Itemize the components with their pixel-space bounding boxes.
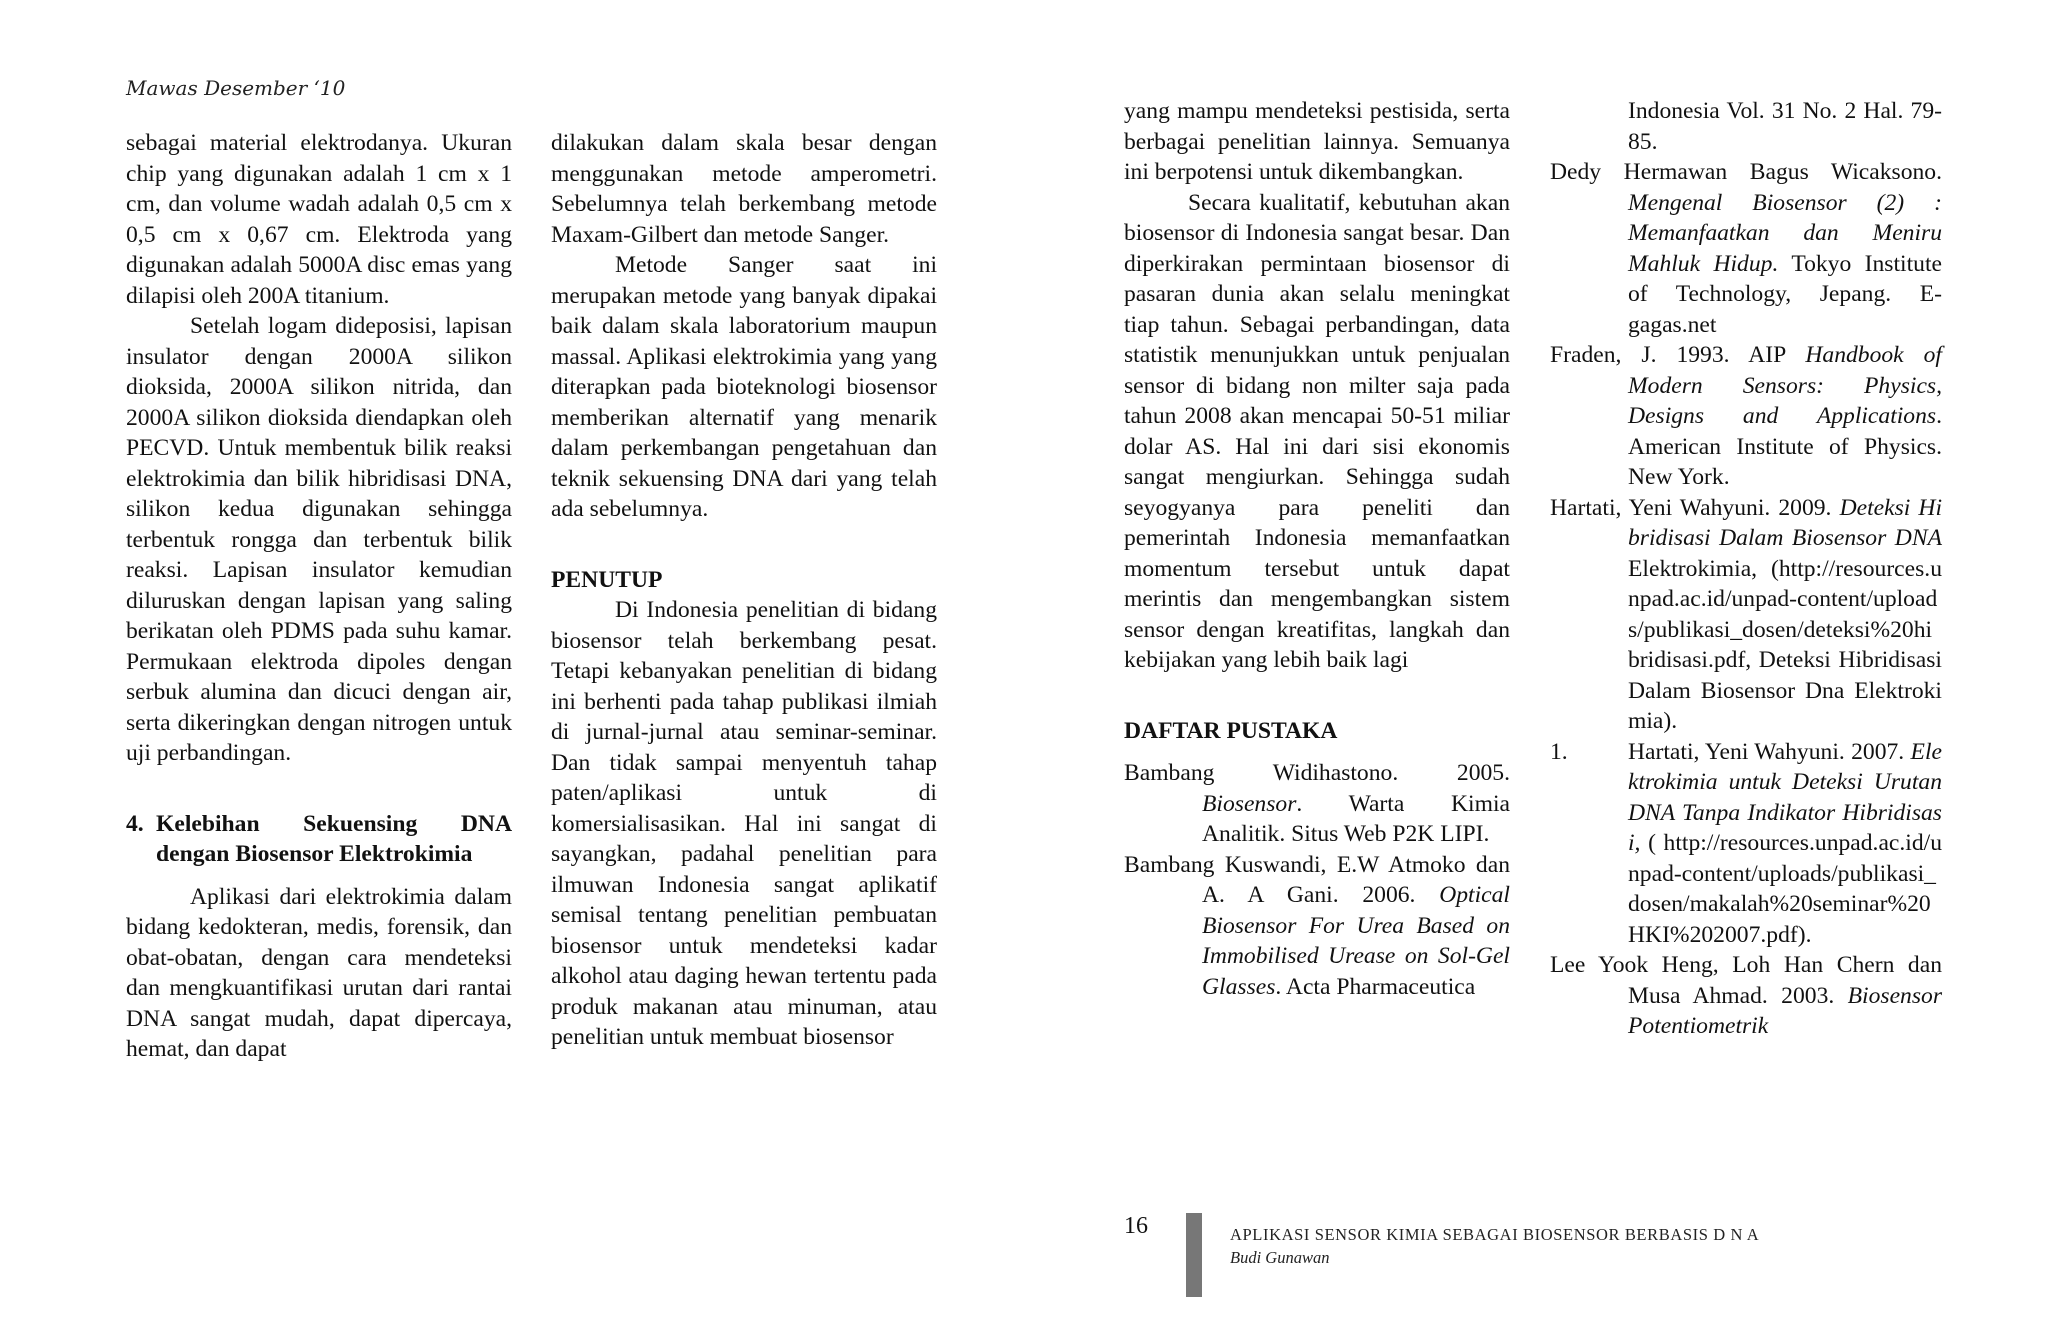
reference-item: Fraden, J. 1993. AIP Handbook of Modern Sensors: Physics, Designs and Applications. American Institute of Physics. New York. <box>1550 342 1942 490</box>
paragraph: dilakukan dalam skala besar dengan menggunakan metode amperometri. Sebelumnya telah berkembang metode Maxam-Gilbert dan metode Sanger. <box>551 130 937 248</box>
reference-item: Lee Yook Heng, Loh Han Chern dan Musa Ahmad. 2003. Biosensor Potentiometrik <box>1550 952 1942 1039</box>
reference-item: Bambang Widihastono. 2005. Biosensor. Warta Kimia Analitik. Situs Web P2K LIPI. <box>1124 760 1510 847</box>
section-heading-daftar-pustaka: DAFTAR PUSTAKA <box>1124 717 1338 744</box>
paragraph: Metode Sanger saat ini merupakan metode yang banyak dipakai baik dalam skala laboratorium maupun massal. Aplikasi elektrokimia yang yang diterapkan pada bioteknologi biosensor memberikan alternatif yang menarik dalam perkembangan pengetahuan dan teknik sekuensing DNA dari yang telah ada sebelumnya. <box>551 252 937 522</box>
footer-divider-bar <box>1186 1213 1202 1297</box>
reference-continuation: Indonesia Vol. 31 No. 2 Hal. 79-85. <box>1628 98 1942 155</box>
paragraph: yang mampu mendeteksi pestisida, serta berbagai penelitian lainnya. Semuanya ini berpotensi untuk dikembangkan. <box>1124 98 1510 185</box>
running-head: Mawas Desember ‘10 <box>126 76 346 100</box>
page-number: 16 <box>1124 1213 1148 1239</box>
footer-article-title: APLIKASI SENSOR KIMIA SEBAGAI BIOSENSOR BERBASIS D N A <box>1230 1225 1760 1244</box>
reference-item: Hartati, Yeni Wahyuni. 2009. Deteksi Hibridisasi Dalam Biosensor DNA Elektrokimia, (http://resources.unpad.ac.id/unpad-content/uploads/publikasi_dosen/deteksi%20hibridisasi.pdf, Deteksi Hibridisasi Dalam Biosensor Dna Elektrokimia). <box>1550 494 1942 734</box>
column-3 <box>1124 96 1510 1002</box>
column-4 <box>1550 96 1942 1042</box>
column-2 <box>551 128 937 1053</box>
section-title: Kelebihan Sekuensing DNA dengan Biosensor Elektrokimia <box>156 810 512 867</box>
reference-item-numbered: 1. Hartati, Yeni Wahyuni. 2007. Elektrokimia untuk Deteksi Urutan DNA Tanpa Indikator Hibridisasi, ( http://resources.unpad.ac.id/unpad-content/uploads/publikasi_dosen/makalah%20seminar%20HKI%202007.pdf). <box>1550 738 1942 948</box>
section-number: 4. <box>126 810 144 837</box>
paragraph: Di Indonesia penelitian di bidang biosensor telah berkembang pesat. Tetapi kebanyakan penelitian di bidang ini berhenti pada tahap publikasi ilmiah di jurnal-jurnal atau seminar-seminar. Dan tidak sampai menyentuh tahap paten/aplikasi untuk di komersialisasikan. Hal ini sangat di sayangkan, padahal penelitian para ilmuwan Indonesia sangat aplikatif semisal tentang penelitian pembuatan biosensor untuk mendeteksi kadar alkohol atau daging hewan tertentu pada produk makanan atau minuman, atau penelitian untuk membuat biosensor <box>551 597 937 1050</box>
reference-item: Bambang Kuswandi, E.W Atmoko dan A. A Gani. 2006. Optical Biosensor For Urea Based on Immobilised Urease on Sol-Gel Glasses. Acta Pharmaceutica <box>1124 851 1510 1000</box>
paragraph: Aplikasi dari elektrokimia dalam bidang kedokteran, medis, forensik, dan obat-obatan, dengan cara mendeteksi dan mengkuantifikasi urutan dari rantai DNA sangat mudah, dapat dipercaya, hemat, dan dapat <box>126 883 512 1062</box>
section-heading <box>126 809 512 870</box>
footer-author: Budi Gunawan <box>1230 1248 1330 1267</box>
paragraph: Setelah logam dideposisi, lapisan insulator dengan 2000A silikon dioksida, 2000A silikon nitrida, dan 2000A silikon dioksida diendapkan oleh PECVD. Untuk membentuk bilik reaksi elektrokimia dan bilik hibridisasi DNA, silikon kedua digunakan sehingga terbentuk rongga dan terbentuk bilik reaksi. Lapisan insulator kemudian diluruskan dengan lapisan yang saling berikatan oleh PDMS pada suhu kamar. Permukaan elektroda dipoles dengan serbuk alumina dan dicuci dengan air, serta dikeringkan dengan nitrogen untuk uji perbandingan. <box>126 313 512 766</box>
paragraph: sebagai material elektrodanya. Ukuran chip yang digunakan adalah 1 cm x 1 cm, dan volume wadah adalah 0,5 cm x 0,5 cm x 0,67 cm. Elektroda yang digunakan adalah 5000A disc emas yang dilapisi oleh 200A titanium. <box>126 130 512 309</box>
reference-item: Dedy Hermawan Bagus Wicaksono. Mengenal Biosensor (2) : Memanfaatkan dan Meniru Mahluk Hidup. Tokyo Institute of Technology, Jepang. E-gagas.net <box>1550 159 1942 338</box>
reference-number: 1. <box>1550 738 1568 765</box>
column-1 <box>126 128 512 1065</box>
section-heading-penutup: PENUTUP <box>551 566 663 593</box>
paragraph: Secara kualitatif, kebutuhan akan biosensor di Indonesia sangat besar. Dan diperkirakan permintaan biosensor di pasaran dunia akan selalu meningkat tiap tahun. Sebagai perbandingan, data statistik menunjukkan untuk penjualan sensor di bidang non milter saja pada tahun 2008 akan mencapai 50-51 miliar dolar AS. Hal ini dari sisi ekonomis sangat mengiurkan. Sehingga sudah seyogyanya para peneliti dan pemerintah Indonesia memanfaatkan momentum tersebut untuk dapat merintis dan mengembangkan sistem sensor dengan kreatifitas, langkah dan kebijakan yang lebih baik lagi <box>1124 189 1510 673</box>
